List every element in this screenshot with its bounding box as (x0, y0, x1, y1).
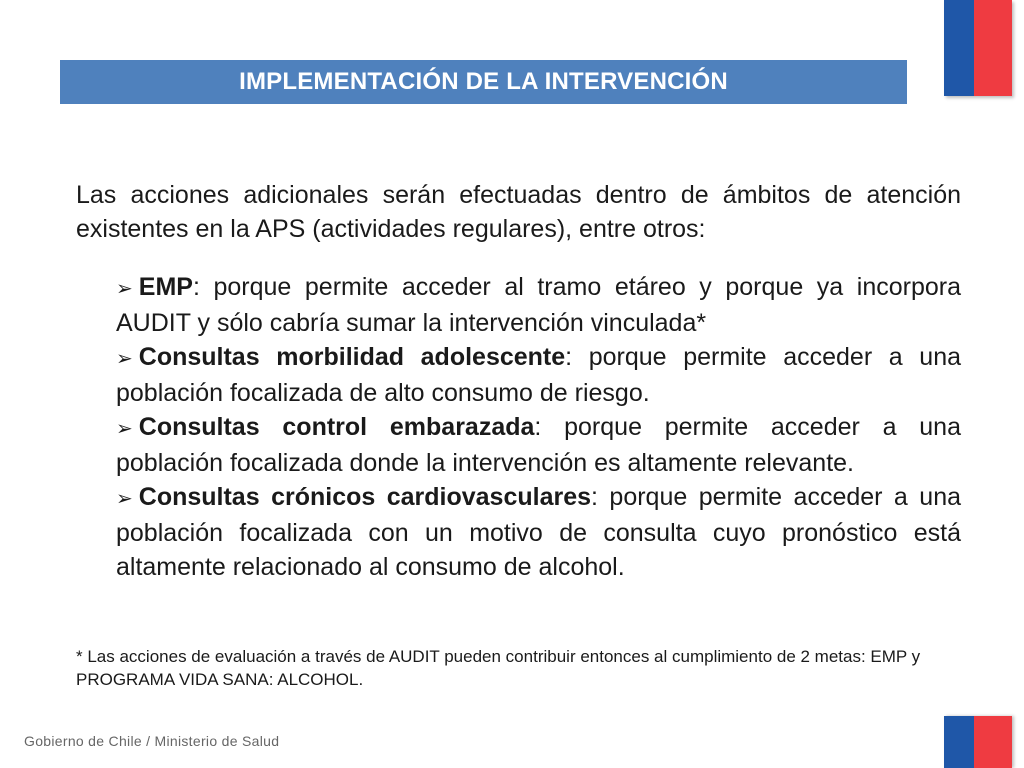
arrow-bullet-icon: ➢ (116, 278, 133, 300)
bullet-item-emp (116, 270, 961, 340)
bullet-term: EMP (138, 273, 193, 301)
bullet-term: Consultas crónicos cardiovasculares (138, 483, 592, 511)
bullet-text: : porque permite acceder a una población focalizada de alto consumo de riesgo. (116, 343, 962, 407)
bullet-term: Consultas morbilidad adolescente (138, 343, 566, 371)
bullet-item-cardiovasculares (116, 480, 961, 584)
title-bar (60, 60, 907, 104)
slide-title: IMPLEMENTACIÓN DE LA INTERVENCIÓN (239, 68, 728, 95)
flag-logo-top (944, 0, 1012, 96)
bullet-text: : porque permite acceder a una población focalizada donde la intervención es altamente relevante. (116, 413, 961, 477)
footer-credit: Gobierno de Chile / Ministerio de Salud (24, 733, 280, 749)
bullet-list (116, 270, 961, 584)
flag-logo-bottom (944, 716, 1012, 768)
bullet-item-embarazada (116, 410, 961, 480)
footnote: * Las acciones de evaluación a través de AUDIT pueden contribuir entonces al cumplimiento de 2 metas: EMP y PROGRAMA VIDA SANA: ALCOHOL. (76, 647, 921, 689)
bullet-text: : porque permite acceder a una población focalizada con un motivo de consulta cuyo pronóstico está altamente relacionado al consumo de alcohol. (116, 483, 962, 581)
flag-red-stripe (974, 0, 1012, 96)
flag-blue-stripe (944, 0, 974, 96)
bullet-term: Consultas control embarazada (138, 413, 535, 441)
arrow-bullet-icon: ➢ (116, 418, 133, 440)
bullet-text: : porque permite acceder al tramo etáreo y porque ya incorpora AUDIT y sólo cabría sumar la intervención vinculada* (116, 273, 961, 337)
arrow-bullet-icon: ➢ (116, 348, 133, 370)
arrow-bullet-icon: ➢ (116, 488, 133, 510)
intro-paragraph: Las acciones adicionales serán efectuadas dentro de ámbitos de atención existentes en la APS (actividades regulares), entre otros: (76, 181, 961, 243)
flag-blue-stripe (944, 716, 974, 768)
slide-content (76, 178, 961, 584)
flag-red-stripe (974, 716, 1012, 768)
bullet-item-adolescente (116, 340, 961, 410)
